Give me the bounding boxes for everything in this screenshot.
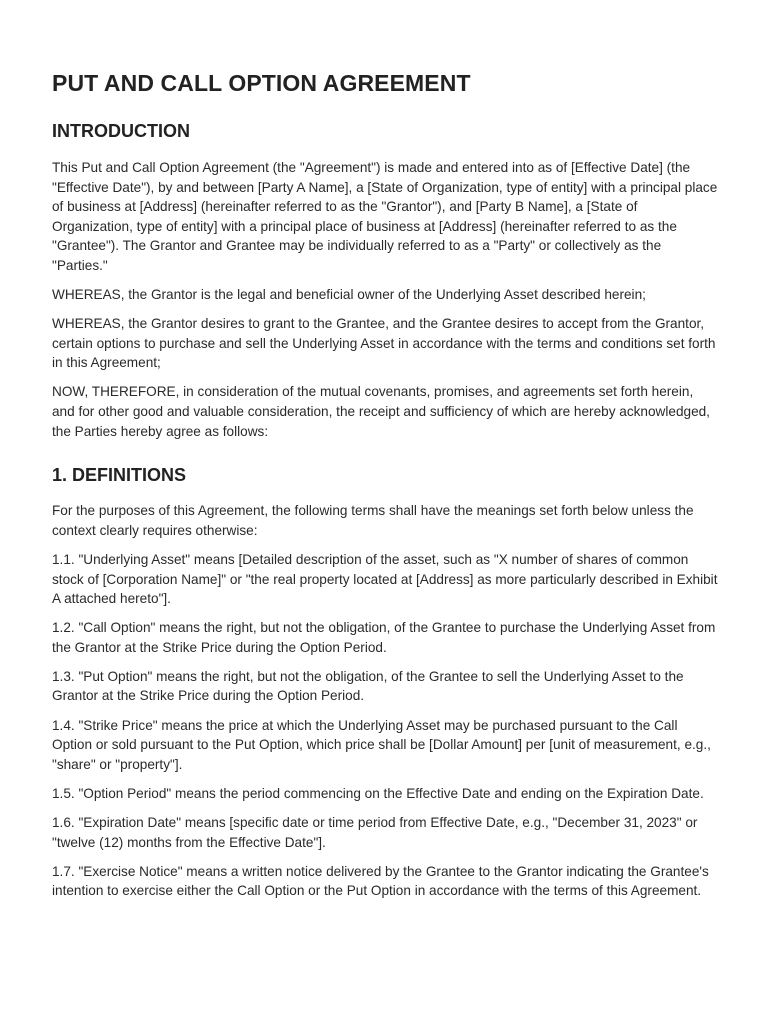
- definition-underlying-asset: 1.1. "Underlying Asset" means [Detailed description of the asset, such as "X number of shares of common stock of [Corporation Name]" or "the real property located at [Address] as more particularly described in Exhibit A attached hereto"].: [52, 551, 718, 607]
- introduction-heading: INTRODUCTION: [52, 121, 190, 141]
- definition-exercise-notice: 1.7. "Exercise Notice" means a written notice delivered by the Grantee to the Grantor indicating the Grantee's intention to exercise either the Call Option or the Put Option in accordance with the terms of this Agreement.: [52, 863, 709, 899]
- now-therefore-paragraph: NOW, THEREFORE, in consideration of the mutual covenants, promises, and agreements set forth herein, and for other good and valuable consideration, the receipt and sufficiency of which are hereby acknowledged, the Parties hereby agree as follows:: [52, 384, 710, 439]
- whereas-owner-paragraph: WHEREAS, the Grantor is the legal and beneficial owner of the Underlying Asset described herein;: [52, 287, 646, 303]
- definition-expiration-date: 1.6. "Expiration Date" means [specific date or time period from Effective Date, e.g., "December 31, 2023" or "twelve (12) months from the Effective Date"].: [52, 814, 698, 850]
- definition-call-option: 1.2. "Call Option" means the right, but not the obligation, of the Grantee to purchase the Underlying Asset from the Grantor at the Strike Price during the Option Period.: [52, 620, 716, 655]
- definitions-intro: For the purposes of this Agreement, the following terms shall have the meanings set forth below unless the context clearly requires otherwise:: [52, 503, 694, 538]
- definition-option-period: 1.5. "Option Period" means the period commencing on the Effective Date and ending on the Expiration Date.: [52, 785, 704, 801]
- definition-put-option: 1.3. "Put Option" means the right, but not the obligation, of the Grantee to sell the Underlying Asset to the Grantor at the Strike Price during the Option Period.: [52, 668, 684, 704]
- document-title: PUT AND CALL OPTION AGREEMENT: [52, 70, 471, 96]
- definitions-heading: 1. DEFINITIONS: [52, 465, 187, 486]
- definition-strike-price: 1.4. "Strike Price" means the price at which the Underlying Asset may be purchased pursuant to the Call Option or sold pursuant to the Put Option, which price shall be [Dollar Amount] per [unit of measurement, e.g., "share" or "property"].: [52, 717, 711, 772]
- whereas-grant-paragraph: WHEREAS, the Grantor desires to grant to the Grantee, and the Grantee desires to accept from the Grantor, certain options to purchase and sell the Underlying Asset in accordance with the terms and conditions set forth in this Agreement;: [52, 316, 716, 371]
- introduction-paragraph: This Put and Call Option Agreement (the "Agreement") is made and entered into as of [Effective Date] (the "Effective Date"), by and between [Party A Name], a [State of Organization, type of entity] with a principal place of business at [Address] (hereinafter referred to as the "Grantor"), and [Party B Name], a [State of Organization, type of entity] with a principal place of business at [Address] (hereinafter referred to as the "Grantee"). The Grantor and Grantee may be individually referred to as a "Party" or collectively as the "Parties.": [52, 160, 718, 273]
